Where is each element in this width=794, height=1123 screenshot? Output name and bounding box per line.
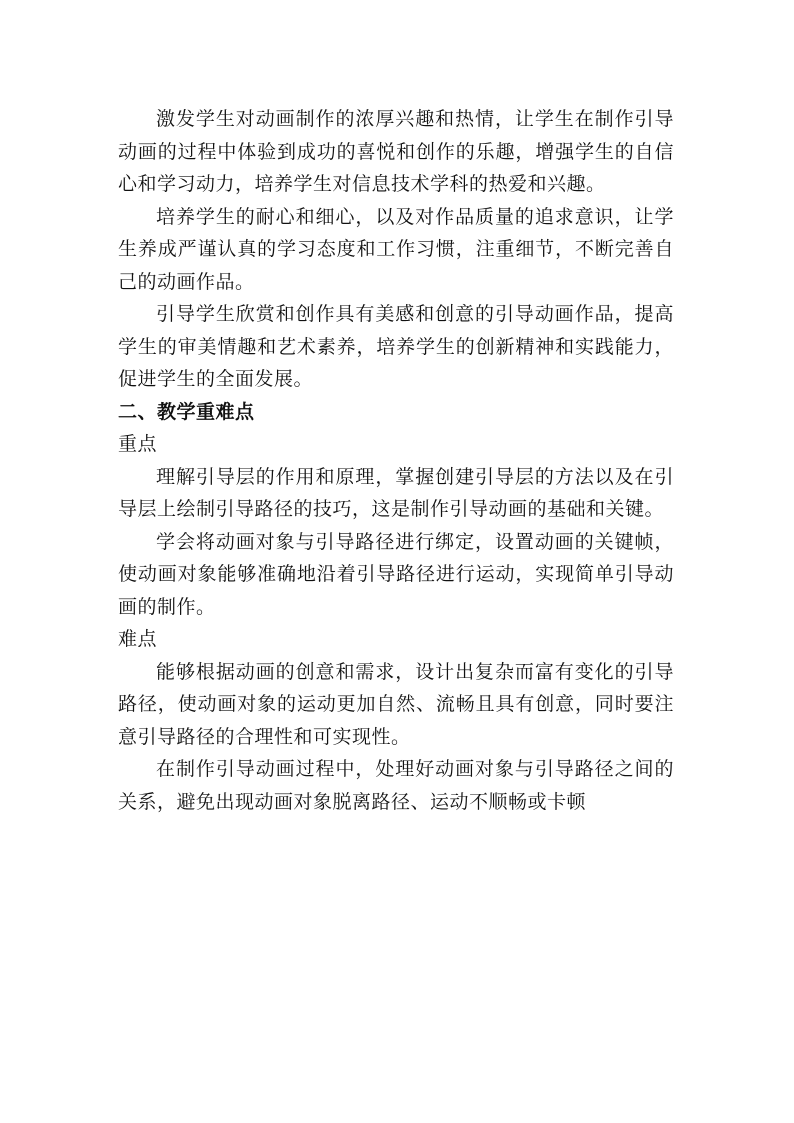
section-heading: 二、教学重难点 [118,400,255,423]
paragraph-patience: 培养学生的耐心和细心，以及对作品质量的追求意识，让学生养成严谨认真的学习态度和工作习惯，注重细节，不断完善自己的动画作品。 [118,205,674,293]
key-point-1: 理解引导层的作用和原理，掌握创建引导层的方法以及在引导层上绘制引导路径的技巧，这是制作引导动画的基础和关键。 [118,465,674,520]
key-point-2: 学会将动画对象与引导路径进行绑定，设置动画的关键帧，使动画对象能够准确地沿着引导路径进行运动，实现简单引导动画的制作。 [118,530,674,618]
key-points-label: 重点 [118,433,158,455]
difficulty-2: 在制作引导动画过程中，处理好动画对象与引导路径之间的关系，避免出现动画对象脱离路径、运动不顺畅或卡顿 [118,758,674,813]
paragraph-aesthetics: 引导学生欣赏和创作具有美感和创意的引导动画作品，提高学生的审美情趣和艺术素养，培养学生的创新精神和实践能力，促进学生的全面发展。 [118,303,674,390]
document-page [118,103,674,818]
paragraph-interest: 激发学生对动画制作的浓厚兴趣和热情，让学生在制作引导动画的过程中体验到成功的喜悦和创作的乐趣，增强学生的自信心和学习动力，培养学生对信息技术学科的热爱和兴趣。 [118,108,674,195]
difficulties-label: 难点 [118,628,158,650]
difficulty-1: 能够根据动画的创意和需求，设计出复杂而富有变化的引导路径，使动画对象的运动更加自然、流畅且具有创意，同时要注意引导路径的合理性和可实现性。 [118,660,674,748]
